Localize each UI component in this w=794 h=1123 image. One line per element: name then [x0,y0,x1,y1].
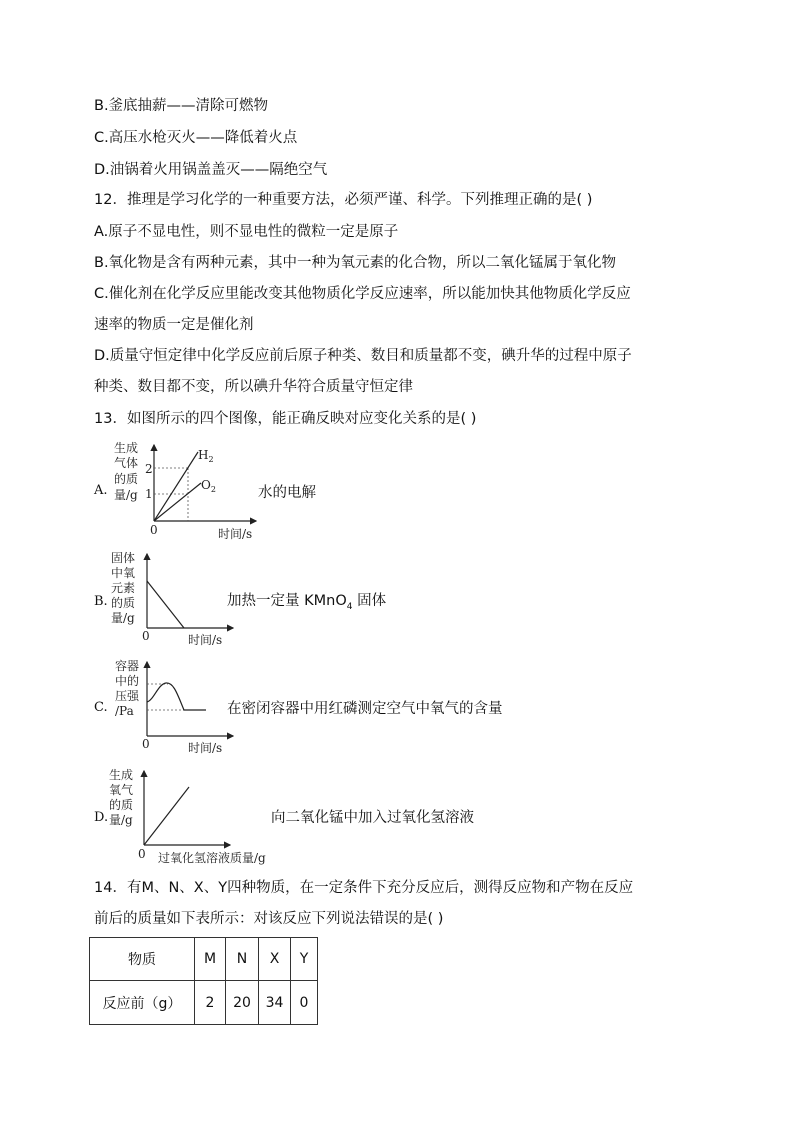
graph-c-ylabel-4: /Pa [115,704,134,718]
graph-b-origin: 0 [142,629,150,643]
graph-d [108,765,283,865]
table-header-row [90,938,318,981]
graph-c-description: 在密闭容器中用红磷测定空气中氧气的含量 [227,701,503,717]
graph-d-ylabel-1: 生成 [109,768,134,782]
table-header-cell: M [195,938,226,981]
option-c-prev: C.高压水枪灭火——降低着火点 [94,130,298,146]
graph-d-ylabel-2: 氧气 [109,783,134,797]
graph-b-ylabel-2: 中氧 [111,566,136,580]
graph-c [108,656,238,756]
option-b-prev: B.釜底抽薪——清除可燃物 [94,98,269,114]
graph-b-description [227,589,386,612]
question-12: 12．推理是学习化学的一种重要方法，必须严谨、科学。下列推理正确的是( ) [94,192,593,208]
q12-option-b: B.氧化物是含有两种元素，其中一种为氧元素的化合物，所以二氧化锰属于氧化物 [94,255,617,271]
graph-d-description: 向二氧化锰中加入过氧化氢溶液 [271,810,474,826]
graph-a-tick-1: 1 [145,487,153,501]
graph-b-option: B. [94,594,108,609]
table-cell: 34 [259,981,291,1025]
graph-d-ylabel-4: 量/g [109,813,133,827]
graph-c-ylabel-3: 压强 [115,689,140,703]
mass-table [89,937,318,1025]
graph-b [108,548,238,648]
table-cell: 20 [226,981,259,1025]
table-header-cell: Y [291,938,318,981]
graph-a-ylabel-2: 气体 [114,456,139,470]
graph-b-xlabel: 时间/s [188,633,223,647]
graph-a-ylabel-4: 量/g [114,488,138,502]
graph-c-xlabel: 时间/s [188,741,223,755]
q12-option-d-line1: D.质量守恒定律中化学反应前后原子种类、数目和质量都不变，碘升华的过程中原子 [94,348,632,364]
option-d-prev: D.油锅着火用锅盖盖灭——隔绝空气 [94,162,328,178]
table-cell: 0 [291,981,318,1025]
graph-c-ylabel-1: 容器 [115,659,140,673]
graph-a-origin: 0 [150,523,158,537]
graph-b-desc-sub: 4 [346,601,353,612]
table-header-cell: X [259,938,291,981]
table-header-cell: N [226,938,259,981]
graph-b-desc-post: 固体 [352,593,387,609]
graph-a-description: 水的电解 [258,485,316,501]
graph-a-ylabel-1: 生成 [114,441,139,455]
q12-option-c-line2: 速率的物质一定是催化剂 [94,317,254,333]
q12-option-c-line1: C.催化剂在化学反应里能改变其他物质化学反应速率，所以能加快其他物质化学反应 [94,286,631,302]
graph-d-option: D. [94,810,109,825]
graph-c-origin: 0 [142,737,150,751]
table-cell: 2 [195,981,226,1025]
question-14-line1: 14．有M、N、X、Y四种物质，在一定条件下充分反应后，测得反应物和产物在反应 [94,880,634,896]
graph-a-tick-2: 2 [145,462,153,476]
graph-b-desc-pre: 加热一定量 KMnO [227,593,347,609]
graph-d-xlabel: 过氧化氢溶液质量/g [158,851,266,865]
graph-d-ylabel-3: 的质 [109,798,134,812]
graph-d-origin: 0 [138,847,146,861]
graph-a-option: A. [94,483,108,498]
q12-option-d-line2: 种类、数目都不变，所以碘升华符合质量守恒定律 [94,379,413,395]
question-14-line2: 前后的质量如下表所示：对该反应下列说法错误的是( ) [94,911,444,927]
graph-c-ylabel-2: 中的 [115,674,140,688]
table-cell: 反应前（g） [90,981,195,1025]
q12-option-a: A.原子不显电性，则不显电性的微粒一定是原子 [94,224,399,240]
graph-a [108,437,258,542]
graph-b-ylabel-1: 固体 [111,551,136,565]
table-header-cell: 物质 [90,938,195,981]
table-row [90,981,318,1025]
graph-a-xlabel: 时间/s [218,527,253,541]
question-13: 13．如图所示的四个图像，能正确反映对应变化关系的是( ) [94,411,477,427]
graph-a-series-o2: $O_2$ [201,478,216,494]
graph-a-series-h2: $H_2$ [198,448,214,464]
graph-c-option: C. [94,700,108,715]
graph-b-ylabel-4: 的质 [111,596,136,610]
graph-a-ylabel-3: 的质 [114,472,139,486]
graph-b-ylabel-3: 元素 [111,581,136,595]
graph-b-ylabel-5: 量/g [111,611,135,625]
